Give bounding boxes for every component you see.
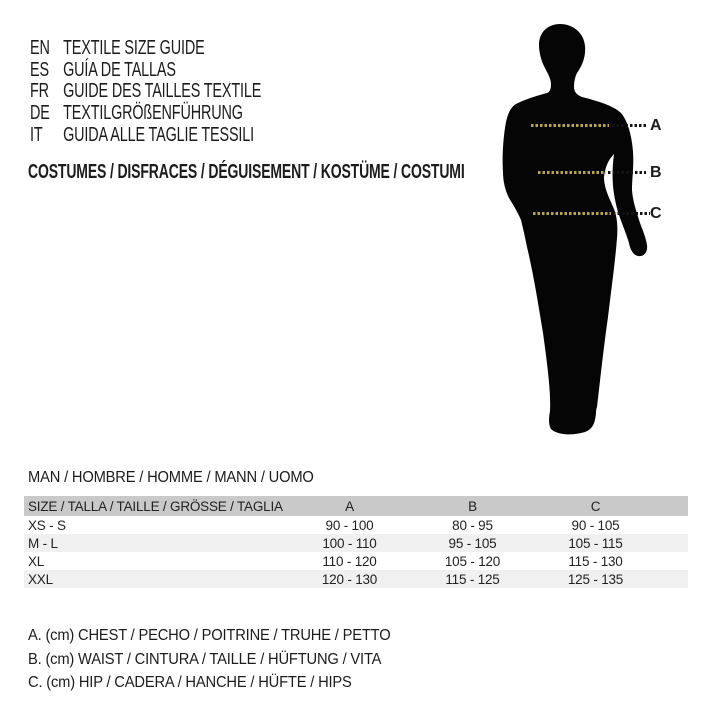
language-row-de [30, 103, 261, 125]
measure-line-b-body-dots [538, 171, 606, 174]
table-row-xxl [24, 570, 688, 588]
category-title: COSTUMES / DISFRACES / DÉGUISEMENT / KOSTÜME / COSTUMI [28, 161, 465, 183]
value-cell-c: 90 - 105 [571, 517, 620, 533]
measure-label-c: C [650, 205, 662, 222]
value-cell-a: 90 - 100 [325, 517, 374, 533]
language-row-fr [30, 81, 261, 103]
man-silhouette-shape [503, 24, 648, 434]
spacer-cell [657, 570, 688, 588]
measure-line-a-leader-dots [612, 124, 646, 127]
header-cell-c: C [534, 496, 657, 516]
spacer-cell [657, 552, 688, 570]
spacer-cell [657, 516, 688, 534]
size-cell: XL [28, 553, 45, 569]
language-row-en [30, 38, 261, 60]
man-silhouette [495, 18, 655, 440]
language-list [30, 38, 351, 147]
value-cell-b: 80 - 95 [452, 517, 493, 533]
legend-line-hip: C. (cm) HIP / CADERA / HANCHE / HÜFTE / HIPS [28, 674, 352, 691]
header-cell-a: A [288, 496, 411, 516]
measure-line-c-leader-dots [613, 212, 650, 215]
language-code: ES [30, 58, 49, 81]
table-row-xl [24, 552, 688, 570]
value-cell-c: 125 - 135 [567, 571, 624, 587]
spacer-cell [657, 534, 688, 552]
language-code: FR [30, 80, 49, 103]
value-cell-c: 115 - 130 [568, 553, 623, 569]
legend-line-chest: A. (cm) CHEST / PECHO / POITRINE / TRUHE / PETTO [28, 627, 391, 644]
language-label: TEXTILGRÖßENFÜHRUNG [63, 102, 243, 125]
language-label: GUIDA ALLE TAGLIE TESSILI [63, 123, 255, 146]
language-label: GUIDE DES TAILLES TEXTILE [63, 80, 262, 103]
size-table-header [24, 496, 688, 516]
header-cell-b: B [411, 496, 534, 516]
header-cell-spacer [657, 496, 688, 516]
language-code: IT [30, 123, 43, 146]
table-row-m-l [24, 534, 688, 552]
value-cell-a: 120 - 130 [321, 571, 378, 587]
measure-line-c-body-dots [533, 212, 611, 215]
value-cell-b: 95 - 105 [448, 535, 497, 551]
table-row-xs-s [24, 516, 688, 534]
size-cell: M - L [28, 535, 58, 551]
language-code: DE [30, 102, 50, 125]
section-title-man: MAN / HOMBRE / HOMME / MANN / UOMO [28, 469, 314, 486]
size-cell: XXL [28, 571, 53, 587]
measure-label-b: B [650, 164, 662, 181]
value-cell-c: 105 - 115 [568, 535, 623, 551]
language-label: TEXTILE SIZE GUIDE [63, 37, 205, 59]
value-cell-a: 110 - 120 [322, 553, 377, 569]
measure-legend [28, 624, 422, 695]
value-cell-b: 115 - 125 [445, 571, 500, 587]
measure-label-a: A [650, 117, 662, 134]
language-code: EN [30, 37, 50, 59]
size-table [24, 496, 688, 588]
language-row-it [30, 125, 261, 147]
legend-line-waist: B. (cm) WAIST / CINTURA / TAILLE / HÜFTUNG / VITA [28, 650, 382, 668]
table-header-row [24, 496, 688, 516]
language-row-es [30, 60, 261, 82]
header-cell-size: SIZE / TALLA / TAILLE / GRÖSSE / TAGLIA [24, 496, 288, 516]
language-label: GUÍA DE TALLAS [63, 58, 176, 81]
value-cell-b: 105 - 120 [444, 553, 501, 569]
size-cell: XS - S [28, 517, 66, 533]
value-cell-a: 100 - 110 [322, 535, 377, 551]
measure-line-b-leader-dots [608, 171, 646, 174]
measure-line-a-body-dots [531, 124, 609, 127]
